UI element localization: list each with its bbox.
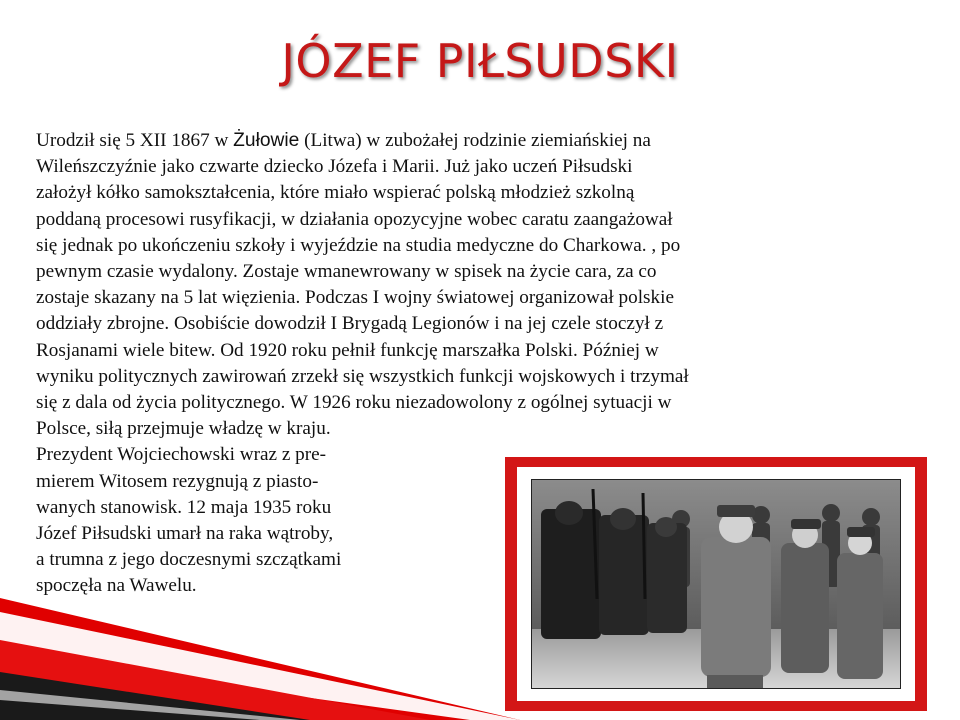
photo-frame bbox=[505, 457, 927, 711]
text-line: wyniku politycznych zawirowań zrzekł się wszystkich funkcji wojskowych i trzymał bbox=[36, 365, 689, 387]
place-name: Żułowie bbox=[233, 130, 300, 151]
text-line: założył kółko samokształcenia, które miało wspierać polską młodzież szkolną bbox=[36, 182, 635, 204]
slide-title: JÓZEF PIŁSUDSKI bbox=[281, 34, 679, 88]
text-line-1: Urodził się 5 XII 1867 w Żułowie (Litwa) w zubożałej rodzinie ziemiańskiej na bbox=[36, 130, 651, 151]
text-line: Wileńszczyźnie jako czwarte dziecko Józefa i Marii. Już jako uczeń Piłsudski bbox=[36, 156, 633, 178]
text-line: a trumna z jego doczesnymi szczątkami bbox=[36, 549, 342, 571]
text-line: Prezydent Wojciechowski wraz z pre- bbox=[36, 444, 327, 466]
text-line: zostaje skazany na 5 lat więzienia. Podczas I wojny światowej organizował polskie bbox=[36, 287, 674, 309]
text-line: spoczęła na Wawelu. bbox=[36, 575, 197, 597]
text-line: wanych stanowisk. 12 maja 1935 roku bbox=[36, 496, 332, 518]
text-line: się jednak po ukończeniu szkoły i wyjeździe na studia medyczne do Charkowa. , po bbox=[36, 234, 681, 256]
text-line: się z dala od życia politycznego. W 1926 roku niezadowolony z ogólnej sytuacji w bbox=[36, 392, 672, 414]
text-line: mierem Witosem rezygnują z piasto- bbox=[36, 470, 319, 492]
historical-photo bbox=[531, 479, 901, 689]
text-line: Polsce, siłą przejmuje władzę w kraju. bbox=[36, 418, 331, 440]
text-line: poddaną procesowi rusyfikacji, w działania opozycyjne wobec caratu zaangażował bbox=[36, 208, 673, 230]
text-line: oddziały zbrojne. Osobiście dowodził I Brygadą Legionów i na jej czele stoczył z bbox=[36, 313, 664, 335]
text-line: pewnym czasie wydalony. Zostaje wmanewrowany w spisek na życie cara, za co bbox=[36, 261, 657, 283]
text-line: Rosjanami wiele bitew. Od 1920 roku pełnił funkcję marszałka Polski. Później w bbox=[36, 339, 659, 361]
photo-mat bbox=[517, 467, 915, 701]
text-line: Józef Piłsudski umarł na raka wątroby, bbox=[36, 523, 334, 545]
